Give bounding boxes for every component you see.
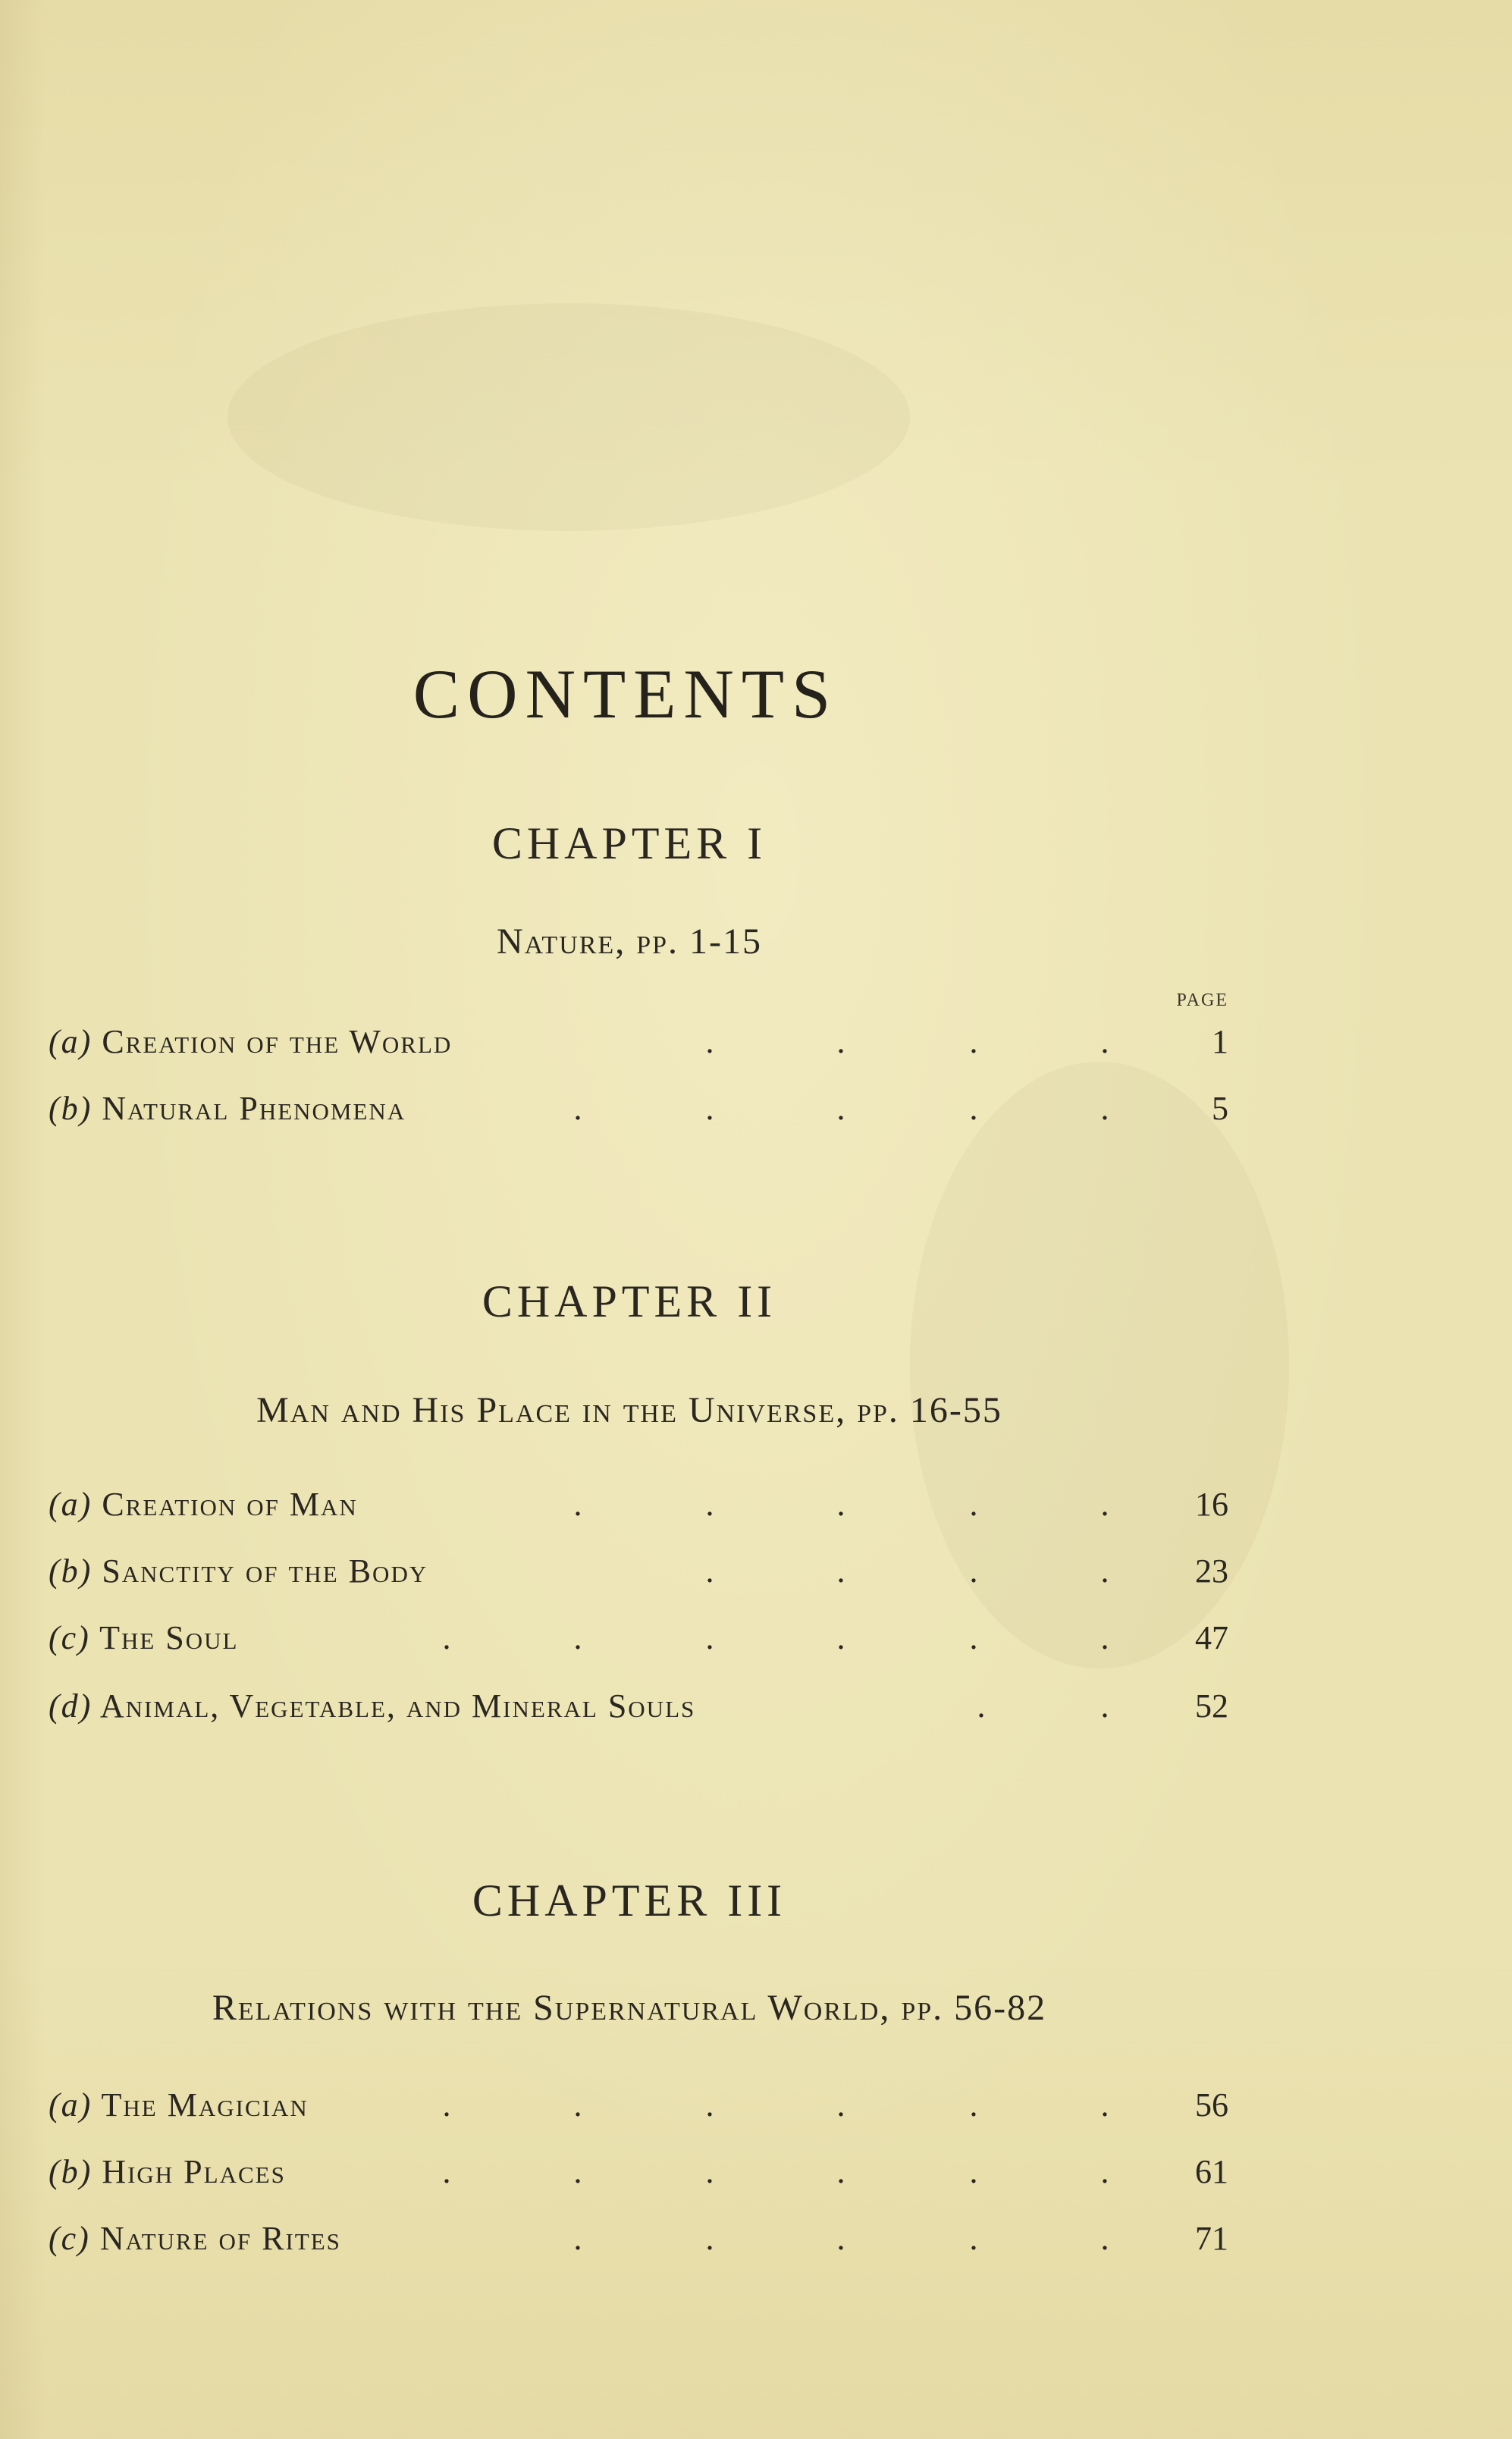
toc-entry-page: 52 — [1195, 1687, 1228, 1725]
toc-entry-page: 71 — [1195, 2220, 1228, 2257]
toc-entry-text: Creation of Man — [102, 1486, 358, 1523]
show-through-stain — [227, 303, 910, 531]
toc-entry-page: 56 — [1195, 2086, 1228, 2124]
chapter-1-heading: CHAPTER I — [491, 818, 767, 868]
toc-entry-letter: (b) — [49, 1552, 93, 1590]
chapter-3-heading: CHAPTER III — [472, 1876, 787, 1926]
toc-entry — [49, 2216, 1228, 2262]
dot-leader: . . . . . . — [442, 2086, 1109, 2124]
toc-entry-text: High Places — [102, 2153, 286, 2190]
dot-leader: . . . . . — [573, 1486, 1109, 1523]
toc-entry-text: Animal, Vegetable, and Mineral Souls — [99, 1687, 696, 1725]
toc-entry — [49, 2083, 1228, 2128]
toc-entry — [49, 1684, 1228, 1729]
toc-entry-letter: (a) — [49, 1023, 93, 1060]
page-column-label: PAGE — [1176, 990, 1228, 1010]
toc-entry-text: The Soul — [99, 1619, 239, 1656]
dot-leader: . . . . — [705, 1023, 1109, 1060]
toc-entry — [49, 1086, 1228, 1132]
toc-entry-page: 47 — [1195, 1619, 1228, 1656]
toc-entry-page: 61 — [1195, 2153, 1228, 2190]
toc-entry — [49, 1482, 1228, 1527]
toc-entry — [49, 1615, 1228, 1661]
dot-leader: . . . . — [705, 1552, 1109, 1590]
toc-entry-page: 5 — [1212, 1090, 1228, 1127]
toc-entry — [49, 1549, 1228, 1594]
chapter-1-subtitle: Nature, pp. 1-15 — [496, 921, 763, 962]
dot-leader: . . . . . . — [442, 1619, 1109, 1656]
dot-leader: . . . . . — [573, 1090, 1109, 1127]
toc-entry-letter: (a) — [49, 1486, 93, 1523]
toc-entry-text: Creation of the World — [102, 1023, 453, 1060]
dot-leader: . . . . . — [573, 2220, 1109, 2257]
chapter-2-subtitle: Man and His Place in the Universe, pp. 16-55 — [256, 1390, 1002, 1430]
toc-entry-text: Nature of Rites — [99, 2220, 341, 2257]
toc-entry-letter: (a) — [49, 2086, 93, 2124]
toc-entry-page: 1 — [1212, 1023, 1228, 1060]
toc-entry-letter: (c) — [49, 2220, 90, 2257]
toc-entry-letter: (c) — [49, 1619, 90, 1656]
toc-entry-text: Natural Phenomena — [102, 1090, 406, 1127]
toc-entry-page: 16 — [1195, 1486, 1228, 1523]
toc-entry-page: 23 — [1195, 1552, 1228, 1590]
toc-entry-text: Sanctity of the Body — [102, 1552, 428, 1590]
toc-entry-letter: (d) — [49, 1687, 93, 1725]
dot-leader: . . . . . . — [442, 2153, 1109, 2190]
toc-entry-letter: (b) — [49, 1090, 93, 1127]
dot-leader: . . — [977, 1687, 1109, 1725]
toc-entry — [49, 1019, 1228, 1065]
chapter-3-subtitle: Relations with the Supernatural World, pp. 56-82 — [212, 1988, 1047, 2028]
page-title: CONTENTS — [413, 655, 839, 733]
toc-entry-letter: (b) — [49, 2153, 93, 2190]
toc-entry-text: The Magician — [101, 2086, 309, 2124]
chapter-2-heading: CHAPTER II — [482, 1276, 777, 1326]
toc-entry — [49, 2149, 1228, 2195]
